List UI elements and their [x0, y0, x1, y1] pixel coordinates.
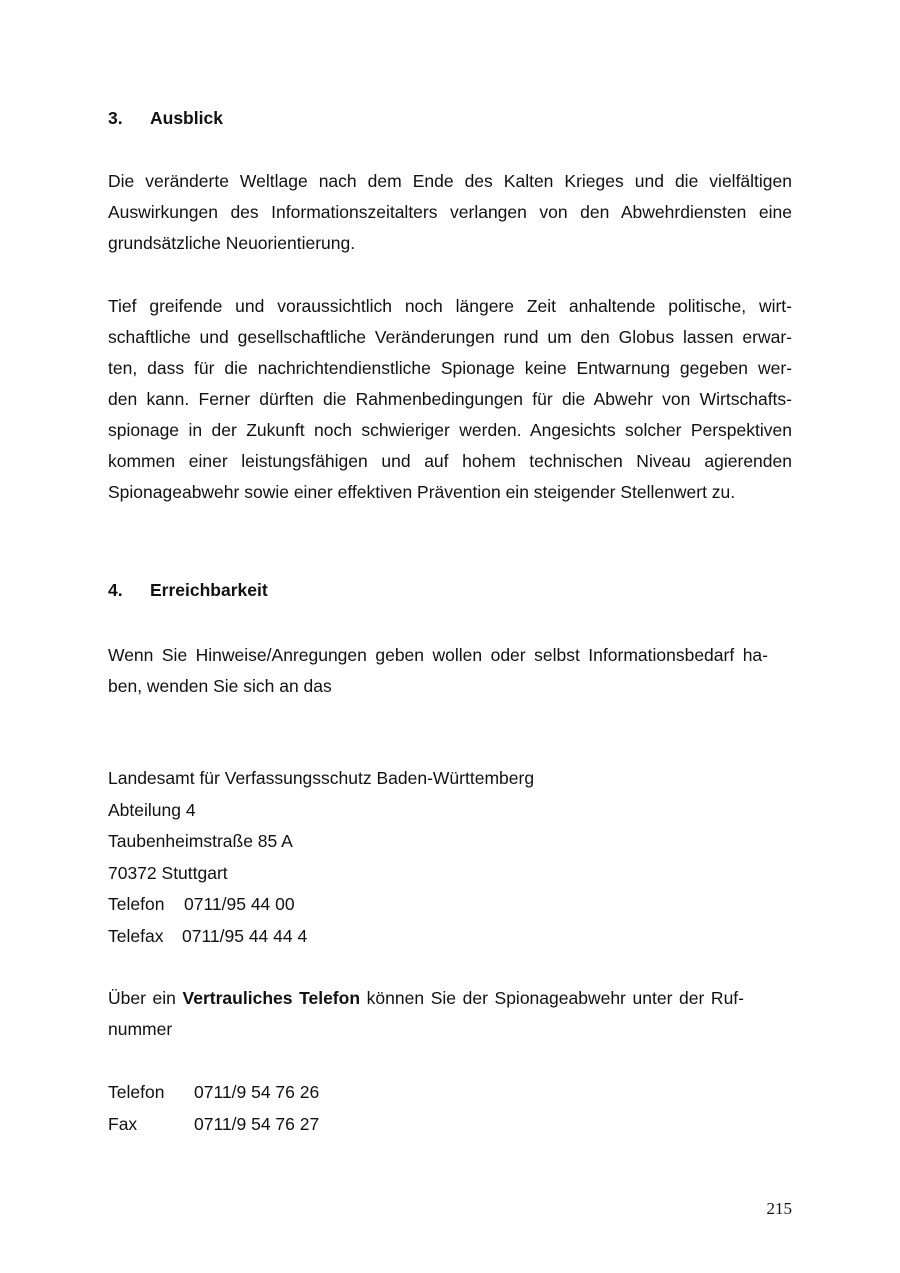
paragraph-line: kommen einer leistungsfähigen und auf hohem technischen Niveau agierenden [108, 451, 792, 471]
page-number: 215 [766, 1199, 792, 1218]
section-3-heading [108, 108, 223, 128]
contact-fax-row [108, 1109, 319, 1141]
address-telefax-row [108, 921, 534, 953]
confidential-suffix: können Sie der Spionageabwehr unter der Ruf- [360, 988, 744, 1008]
confidential-phone-paragraph [108, 983, 744, 1045]
address-street: Taubenheimstraße 85 A [108, 831, 293, 851]
section-4-intro [108, 640, 768, 702]
address-department: Abteilung 4 [108, 799, 196, 820]
paragraph-line: Die veränderte Weltlage nach dem Ende des Kalten Krieges und die vielfältigen [108, 171, 792, 191]
paragraph-line: Auswirkungen des Informationszeitalters verlangen von den Abwehrdiensten eine [108, 202, 792, 222]
paragraph-line: nummer [108, 1019, 173, 1039]
contact-telephone-number: 0711/9 54 76 26 [194, 1082, 320, 1102]
section-3-paragraph-1 [108, 166, 792, 259]
telephone-number: 0711/95 44 00 [184, 894, 295, 914]
paragraph-line: schaftliche und gesellschaftliche Veränderungen rund um den Globus lassen erwar- [108, 327, 792, 347]
address-block [108, 763, 534, 952]
section-3-number: 3. [108, 108, 123, 128]
paragraph-line: spionage in der Zukunft noch schwieriger werden. Angesichts solcher Perspektiven [108, 420, 792, 440]
paragraph-line: ten, dass für die nachrichtendienstliche Spionage keine Entwarnung gegeben wer- [108, 358, 792, 378]
section-4-title: Erreichbarkeit [150, 580, 268, 600]
paragraph-line: grundsätzliche Neuorientierung. [108, 233, 356, 253]
telefax-number: 0711/95 44 44 4 [182, 925, 308, 946]
paragraph-line: Wenn Sie Hinweise/Anregungen geben wollen oder selbst Informationsbedarf ha- [108, 645, 768, 665]
telephone-label: Telefon [108, 894, 165, 914]
contact-telephone-label: Telefon [108, 1082, 165, 1102]
address-organization: Landesamt für Verfassungsschutz Baden-Württemberg [108, 768, 535, 788]
address-telephone-row [108, 889, 534, 921]
contact-fax-number: 0711/9 54 76 27 [194, 1113, 320, 1134]
paragraph-line: Spionageabwehr sowie einer effektiven Prävention ein steigender Stellenwert zu. [108, 482, 736, 502]
confidential-contact-block [108, 1077, 319, 1140]
paragraph-line: ben, wenden Sie sich an das [108, 676, 332, 696]
section-4-number: 4. [108, 580, 123, 600]
paragraph-line: den kann. Ferner dürften die Rahmenbedingungen für die Abwehr von Wirtschafts- [108, 389, 792, 409]
contact-telephone-row [108, 1077, 319, 1109]
telefax-label: Telefax [108, 925, 164, 946]
confidential-phone-emphasis: Vertrauliches Telefon [182, 988, 361, 1008]
address-city: 70372 Stuttgart [108, 862, 228, 883]
confidential-prefix: Über ein [108, 988, 183, 1008]
contact-fax-label: Fax [108, 1113, 138, 1134]
section-4-heading [108, 580, 268, 600]
section-3-title: Ausblick [150, 108, 223, 128]
section-3-paragraph-2 [108, 291, 792, 508]
paragraph-line: Tief greifende und voraussichtlich noch längere Zeit anhaltende politische, wirt- [108, 296, 792, 316]
paragraph-line [108, 983, 744, 1014]
